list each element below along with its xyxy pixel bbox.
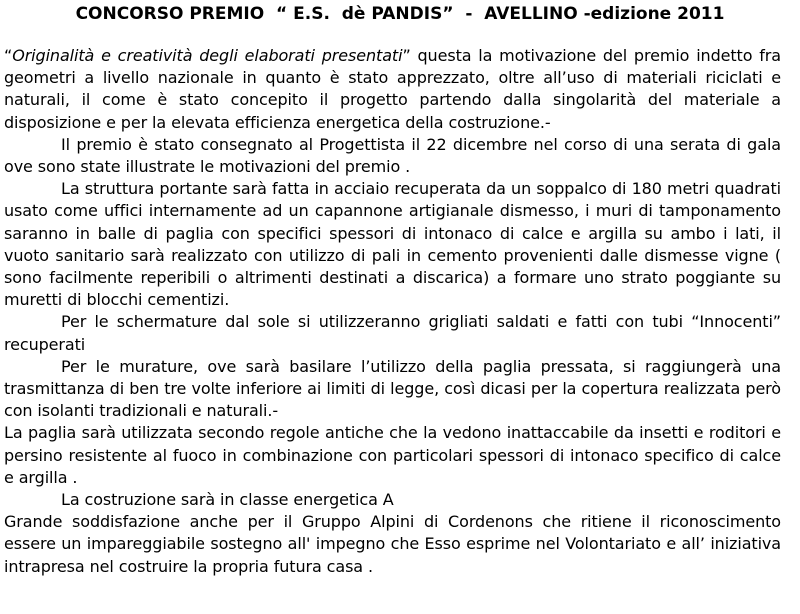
paragraph-alpini-group: Grande soddisfazione anche per il Gruppo Alpini di Cordenons che ritiene il riconoscimento essere un impareggiabile sostegno all' impegno che Esso esprime nel Volontariato e all’ iniziativa intrapresa nel costruire la propria futura casa . xyxy=(4,512,781,576)
intro-paragraph xyxy=(4,45,781,134)
quote-open: “ xyxy=(4,46,13,65)
paragraph-straw: La paglia sarà utilizzata secondo regole antiche che la vedono inattaccabile da insetti e roditori e persino resistente al fuoco in combinazione con particolari spessori di intonaco specifico di calce e argilla . xyxy=(4,423,781,487)
intro-text: questa la motivazione del premio indetto fra geometri a livello nazionale in quanto è stato apprezzato, oltre all’uso di materiali riciclati e naturali, il come è stato concepito il progetto partendo dalla singolarità del materiale a disposizione e per la elevata efficienza energetica della costruzione.- xyxy=(4,46,781,132)
paragraph-structure: La struttura portante sarà fatta in acciaio recuperata da un soppalco di 180 metri quadrati usato come uffici internamente ad un capannone artigianale dismesso, i muri di tamponamento saranno in balle di paglia con specifici spessori di intonaco di calce e argilla su ambo i lati, il vuoto sanitario sarà realizzato con utilizzo di pali in cemento provenienti dalle dismesse vigne ( sono facilmente reperibili o altrimenti destinati a discarica) a formare uno strato poggiante su muretti di blocchi cementizi. xyxy=(4,179,781,310)
quote-close: ” xyxy=(402,46,411,65)
document-title: CONCORSO PREMIO “ E.S. dè PANDIS” - AVELLINO -edizione 2011 xyxy=(75,4,725,24)
document-body xyxy=(4,45,781,578)
paragraph-award-ceremony: Il premio è stato consegnato al Progettista il 22 dicembre nel corso di una serata di gala ove sono state illustrate le motivazioni del premio . xyxy=(4,134,781,177)
paragraph-walls: Per le murature, ove sarà basilare l’utilizzo della paglia pressata, si raggiungerà una trasmittanza di ben tre volte inferiore ai limiti di legge, così dicasi per la copertura realizzata però con isolanti tradizionali e naturali.- xyxy=(4,356,781,421)
paragraph-energy-class: La costruzione sarà in classe energetica A xyxy=(61,490,394,510)
award-motivation-quote: Originalità e creatività degli elaborati presentati xyxy=(12,46,403,65)
paragraph-shading: Per le schermature dal sole si utilizzeranno grigliati saldati e fatti con tubi “Innocenti” recuperati xyxy=(4,312,781,354)
